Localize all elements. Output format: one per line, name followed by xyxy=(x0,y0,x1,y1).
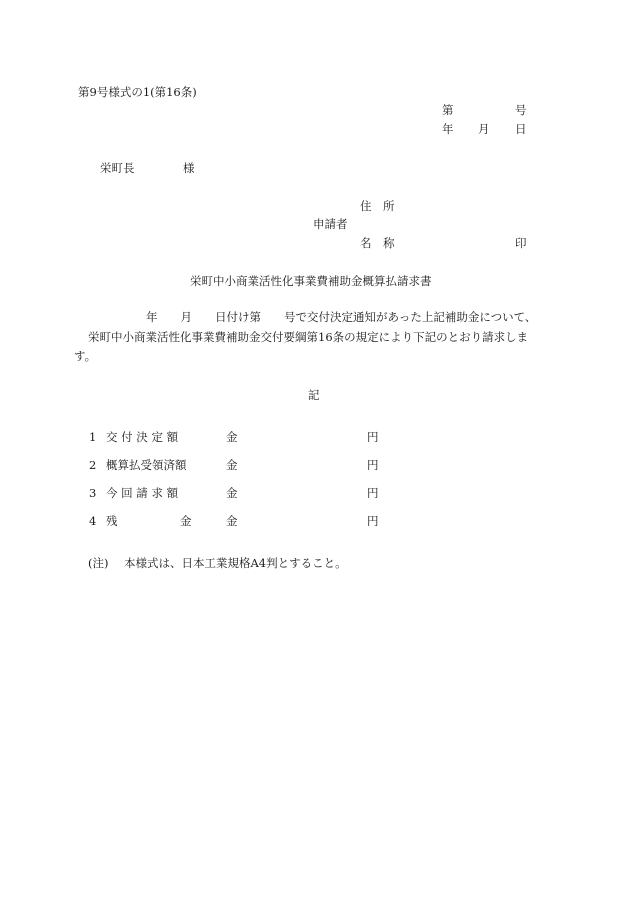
addressee-mayor: 栄町長 xyxy=(100,161,135,175)
item-yen: 円 xyxy=(367,458,379,472)
document-number-suffix: 号 xyxy=(515,103,527,117)
note-text: 本様式は、日本工業規格A4判とすること。 xyxy=(124,556,347,570)
applicant-name-label: 名 称 xyxy=(360,236,395,250)
item-number: 4 xyxy=(89,514,97,528)
item-number: 2 xyxy=(89,458,97,472)
item-label-suffix: 金 xyxy=(180,514,192,528)
paragraph-line-3: す。 xyxy=(74,349,97,363)
date-day: 日 xyxy=(515,122,527,136)
item-kin: 金 xyxy=(226,486,238,500)
ki-heading: 記 xyxy=(308,388,320,402)
item-yen: 円 xyxy=(367,486,379,500)
item-kin: 金 xyxy=(226,514,238,528)
item-kin: 金 xyxy=(226,458,238,472)
item-kin: 金 xyxy=(226,430,238,444)
item-number: 1 xyxy=(89,430,97,444)
item-number: 3 xyxy=(89,486,97,500)
note-label: (注) xyxy=(88,556,109,570)
seal-mark: 印 xyxy=(515,236,527,250)
applicant-label: 申請者 xyxy=(313,217,348,231)
item-label: 交 付 決 定 額 xyxy=(106,430,179,444)
addressee-honorific: 様 xyxy=(183,161,195,175)
item-label: 概算払受領済額 xyxy=(106,458,187,472)
item-label: 今 回 請 求 額 xyxy=(106,486,179,500)
item-yen: 円 xyxy=(367,514,379,528)
item-yen: 円 xyxy=(367,430,379,444)
request-paragraph xyxy=(74,308,558,367)
paragraph-line-2: 栄町中小商業活性化事業費補助金交付要綱第16条の規定により下記のとおり請求しま xyxy=(88,329,529,344)
applicant-address-label: 住 所 xyxy=(360,199,395,213)
date-month: 月 xyxy=(478,122,490,136)
form-number-label: 第9号様式の1(第16条) xyxy=(78,85,197,99)
item-label: 残 xyxy=(106,514,118,528)
paragraph-line-1: 年 月 日付け第 号で交付決定通知があった上記補助金について、 xyxy=(146,310,537,324)
date-year: 年 xyxy=(442,122,454,136)
document-number-prefix: 第 xyxy=(442,103,454,117)
document-title: 栄町中小商業活性化事業費補助金概算払請求書 xyxy=(190,274,432,288)
